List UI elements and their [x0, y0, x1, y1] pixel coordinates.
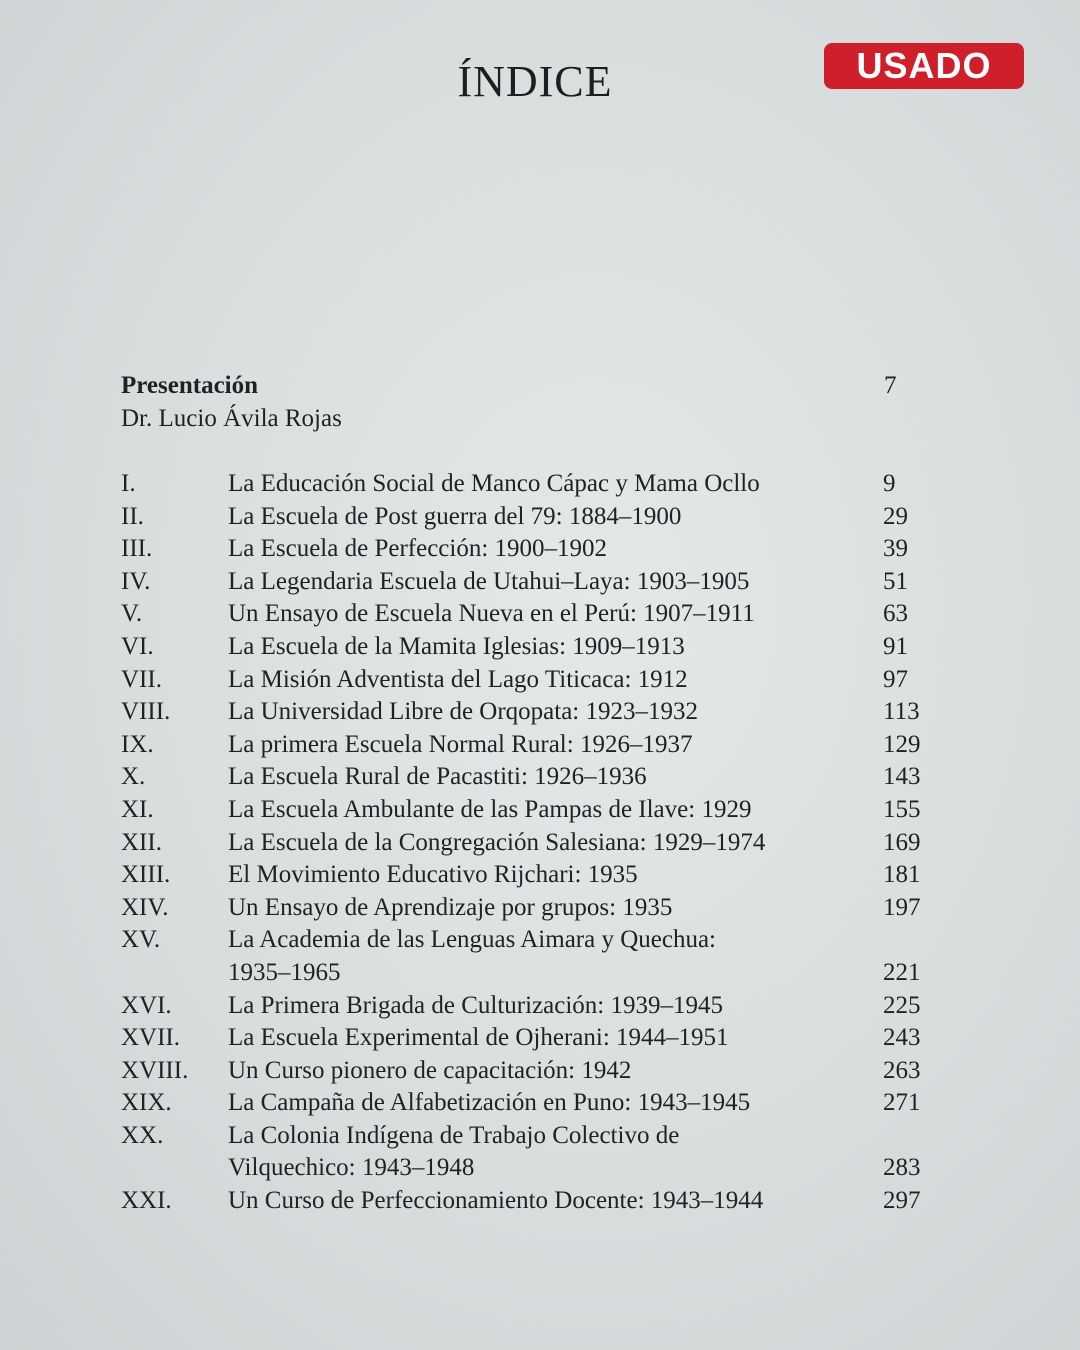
chapter-title [228, 827, 883, 860]
chapter-title [228, 566, 883, 599]
chapter-title [228, 501, 883, 534]
chapter-title-line: La Escuela de la Mamita Iglesias: 1909–1913 [228, 632, 685, 660]
chapter-page-number: 221 [883, 958, 921, 986]
toc-entry [121, 761, 941, 794]
chapter-number: XXI. [121, 1187, 172, 1215]
chapter-title-line: La Escuela de Post guerra del 79: 1884–1900 [228, 502, 682, 530]
chapter-number: XIX. [121, 1089, 172, 1117]
chapter-title [228, 892, 883, 925]
chapter-number: XVIII. [121, 1056, 189, 1084]
chapter-number: V. [121, 600, 143, 628]
toc-entry [121, 598, 941, 631]
chapter-number: XVI. [121, 991, 172, 1019]
chapter-title-line: La Academia de las Lenguas Aimara y Quechua: [228, 926, 717, 954]
chapter-number: XIV. [121, 893, 169, 921]
chapter-page-number: 29 [883, 502, 908, 530]
chapter-title [228, 1185, 883, 1218]
table-of-contents [121, 468, 941, 1218]
chapter-title-line: La Escuela de la Congregación Salesiana: 1929–1974 [228, 828, 766, 856]
chapter-title [228, 468, 883, 501]
chapter-number: X. [121, 763, 146, 791]
chapter-page-number: 9 [883, 470, 896, 497]
toc-entry [121, 859, 941, 892]
chapter-title-line: La Primera Brigada de Culturización: 1939–1945 [228, 991, 724, 1019]
chapter-page-number: 129 [883, 730, 921, 758]
chapter-page-number: 91 [883, 632, 908, 660]
chapter-title-line: Un Curso pionero de capacitación: 1942 [228, 1056, 632, 1084]
toc-entry [121, 1022, 941, 1055]
chapter-title-line: La primera Escuela Normal Rural: 1926–1937 [228, 730, 693, 758]
chapter-number: XVII. [121, 1024, 181, 1052]
toc-entry [121, 501, 941, 534]
toc-entry [121, 631, 941, 664]
toc-entry [121, 729, 941, 762]
chapter-title-line: La Colonia Indígena de Trabajo Colectivo de [228, 1121, 680, 1149]
chapter-page-number: 51 [883, 567, 908, 595]
chapter-page-number: 97 [883, 665, 908, 693]
chapter-title [228, 1022, 883, 1055]
chapter-number: IV. [121, 567, 151, 595]
chapter-title-line: Un Curso de Perfeccionamiento Docente: 1943–1944 [228, 1187, 764, 1215]
chapter-title-line: Un Ensayo de Aprendizaje por grupos: 1935 [228, 893, 673, 921]
chapter-title-line: La Escuela Experimental de Ojherani: 1944–1951 [228, 1024, 729, 1052]
chapter-page-number: 181 [883, 861, 921, 889]
chapter-title [228, 924, 883, 989]
toc-entry [121, 533, 941, 566]
presentation-author: Dr. Lucio Ávila Rojas [121, 405, 342, 432]
chapter-title-line: La Legendaria Escuela de Utahui–Laya: 1903–1905 [228, 567, 750, 595]
chapter-page-number: 113 [883, 698, 920, 726]
chapter-title [228, 729, 883, 762]
toc-entry [121, 1120, 941, 1185]
chapter-page-number: 243 [883, 1024, 921, 1052]
chapter-title [228, 990, 883, 1023]
toc-entry [121, 827, 941, 860]
chapter-title [228, 533, 883, 566]
chapter-number: IX. [121, 730, 154, 758]
presentation-title: Presentación [121, 372, 259, 399]
toc-entry [121, 892, 941, 925]
chapter-number: II. [121, 502, 144, 530]
chapter-title-continuation: Vilquechico: 1943–1948 [228, 1154, 475, 1182]
chapter-title [228, 761, 883, 794]
chapter-title [228, 859, 883, 892]
chapter-title-line: La Misión Adventista del Lago Titicaca: 1912 [228, 665, 688, 693]
presentation-page-number: 7 [884, 372, 897, 399]
toc-entry [121, 794, 941, 827]
chapter-title [228, 1087, 883, 1120]
chapter-title-line: La Escuela Rural de Pacastiti: 1926–1936 [228, 763, 647, 791]
chapter-number: VIII. [121, 698, 171, 726]
chapter-page-number: 155 [883, 795, 921, 823]
chapter-page-number: 271 [883, 1089, 921, 1117]
chapter-number: XII. [121, 828, 162, 856]
toc-entry [121, 924, 941, 989]
chapter-title-line: La Campaña de Alfabetización en Puno: 1943–1945 [228, 1089, 751, 1117]
chapter-title [228, 794, 883, 827]
chapter-title-line: El Movimiento Educativo Rijchari: 1935 [228, 861, 638, 889]
chapter-page-number: 197 [883, 893, 921, 921]
chapter-title-continuation: 1935–1965 [228, 958, 341, 986]
toc-entry [121, 1185, 941, 1218]
chapter-number: XX. [121, 1121, 164, 1149]
chapter-number: XV. [121, 926, 161, 954]
chapter-number: III. [121, 535, 153, 563]
chapter-page-number: 297 [883, 1187, 921, 1215]
chapter-title [228, 1055, 883, 1088]
chapter-number: I. [121, 470, 136, 497]
toc-entry [121, 468, 941, 501]
chapter-title [228, 664, 883, 697]
chapter-page-number: 63 [883, 600, 908, 628]
toc-entry [121, 696, 941, 729]
chapter-page-number: 39 [883, 535, 908, 563]
page-title: ÍNDICE [457, 57, 613, 106]
chapter-title-line: La Escuela de Perfección: 1900–1902 [228, 535, 608, 563]
chapter-title-line: La Educación Social de Manco Cápac y Mama Ocllo [228, 470, 760, 497]
chapter-page-number: 169 [883, 828, 921, 856]
chapter-title [228, 696, 883, 729]
chapter-title [228, 598, 883, 631]
toc-entry [121, 566, 941, 599]
chapter-page-number: 225 [883, 991, 921, 1019]
chapter-page-number: 283 [883, 1154, 921, 1182]
toc-entry [121, 1087, 941, 1120]
chapter-number: XI. [121, 795, 154, 823]
chapter-title-line: La Universidad Libre de Orqopata: 1923–1932 [228, 698, 699, 726]
chapter-title-line: Un Ensayo de Escuela Nueva en el Perú: 1907–1911 [228, 600, 755, 628]
chapter-number: VI. [121, 632, 154, 660]
toc-entry [121, 664, 941, 697]
chapter-page-number: 263 [883, 1056, 921, 1084]
chapter-title-line: La Escuela Ambulante de las Pampas de Ilave: 1929 [228, 795, 752, 823]
chapter-title [228, 631, 883, 664]
toc-entry [121, 990, 941, 1023]
used-badge: USADO [824, 43, 1024, 89]
chapter-title [228, 1120, 883, 1185]
chapter-number: VII. [121, 665, 162, 693]
chapter-page-number: 143 [883, 763, 921, 791]
chapter-number: XIII. [121, 861, 171, 889]
toc-entry [121, 1055, 941, 1088]
